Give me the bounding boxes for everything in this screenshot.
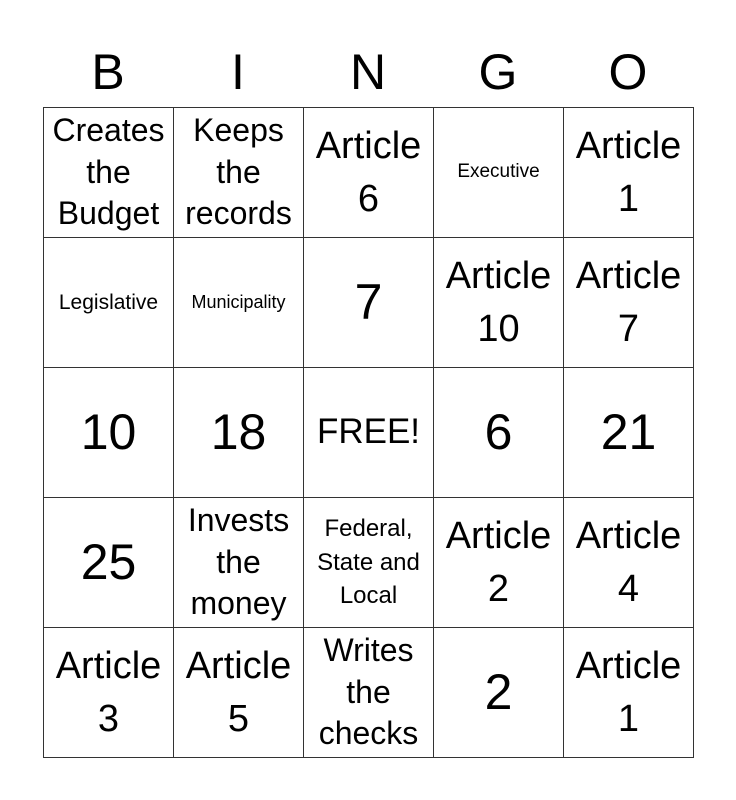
- bingo-cell-r1-c1: Municipality: [173, 237, 304, 368]
- bingo-cell-r3-c3: Article 2: [433, 497, 564, 628]
- bingo-cell-r2-c4: 21: [563, 367, 694, 498]
- bingo-grid: [43, 107, 693, 757]
- bingo-cell-r0-c0: Creates the Budget: [43, 107, 174, 238]
- bingo-cell-r0-c2: Article 6: [303, 107, 434, 238]
- bingo-cell-r4-c0: Article 3: [43, 627, 174, 758]
- header-letter-n: N: [349, 44, 387, 100]
- bingo-cell-r1-c3: Article 10: [433, 237, 564, 368]
- bingo-cell-r2-c3: 6: [433, 367, 564, 498]
- bingo-cell-r1-c4: Article 7: [563, 237, 694, 368]
- bingo-cell-r0-c4: Article 1: [563, 107, 694, 238]
- header-letter-b: B: [91, 44, 125, 100]
- bingo-cell-r4-c2: Writes the checks: [303, 627, 434, 758]
- bingo-cell-r1-c2: 7: [303, 237, 434, 368]
- bingo-cell-r4-c1: Article 5: [173, 627, 304, 758]
- bingo-cell-r4-c3: 2: [433, 627, 564, 758]
- bingo-cell-r4-c4: Article 1: [563, 627, 694, 758]
- bingo-cell-r3-c2: Federal, State and Local: [303, 497, 434, 628]
- bingo-header: [43, 40, 693, 104]
- bingo-cell-r2-c1: 18: [173, 367, 304, 498]
- bingo-cell-r0-c1: Keeps the records: [173, 107, 304, 238]
- bingo-cell-r3-c0: 25: [43, 497, 174, 628]
- header-letter-o: O: [608, 44, 648, 100]
- header-letter-i: I: [231, 44, 245, 100]
- bingo-cell-r2-c0: 10: [43, 367, 174, 498]
- bingo-cell-r1-c0: Legislative: [43, 237, 174, 368]
- bingo-cell-r3-c1: Invests the money: [173, 497, 304, 628]
- bingo-cell-r3-c4: Article 4: [563, 497, 694, 628]
- bingo-cell-r0-c3: Executive: [433, 107, 564, 238]
- header-letter-g: G: [478, 44, 518, 100]
- bingo-cell-free: FREE!: [303, 367, 434, 498]
